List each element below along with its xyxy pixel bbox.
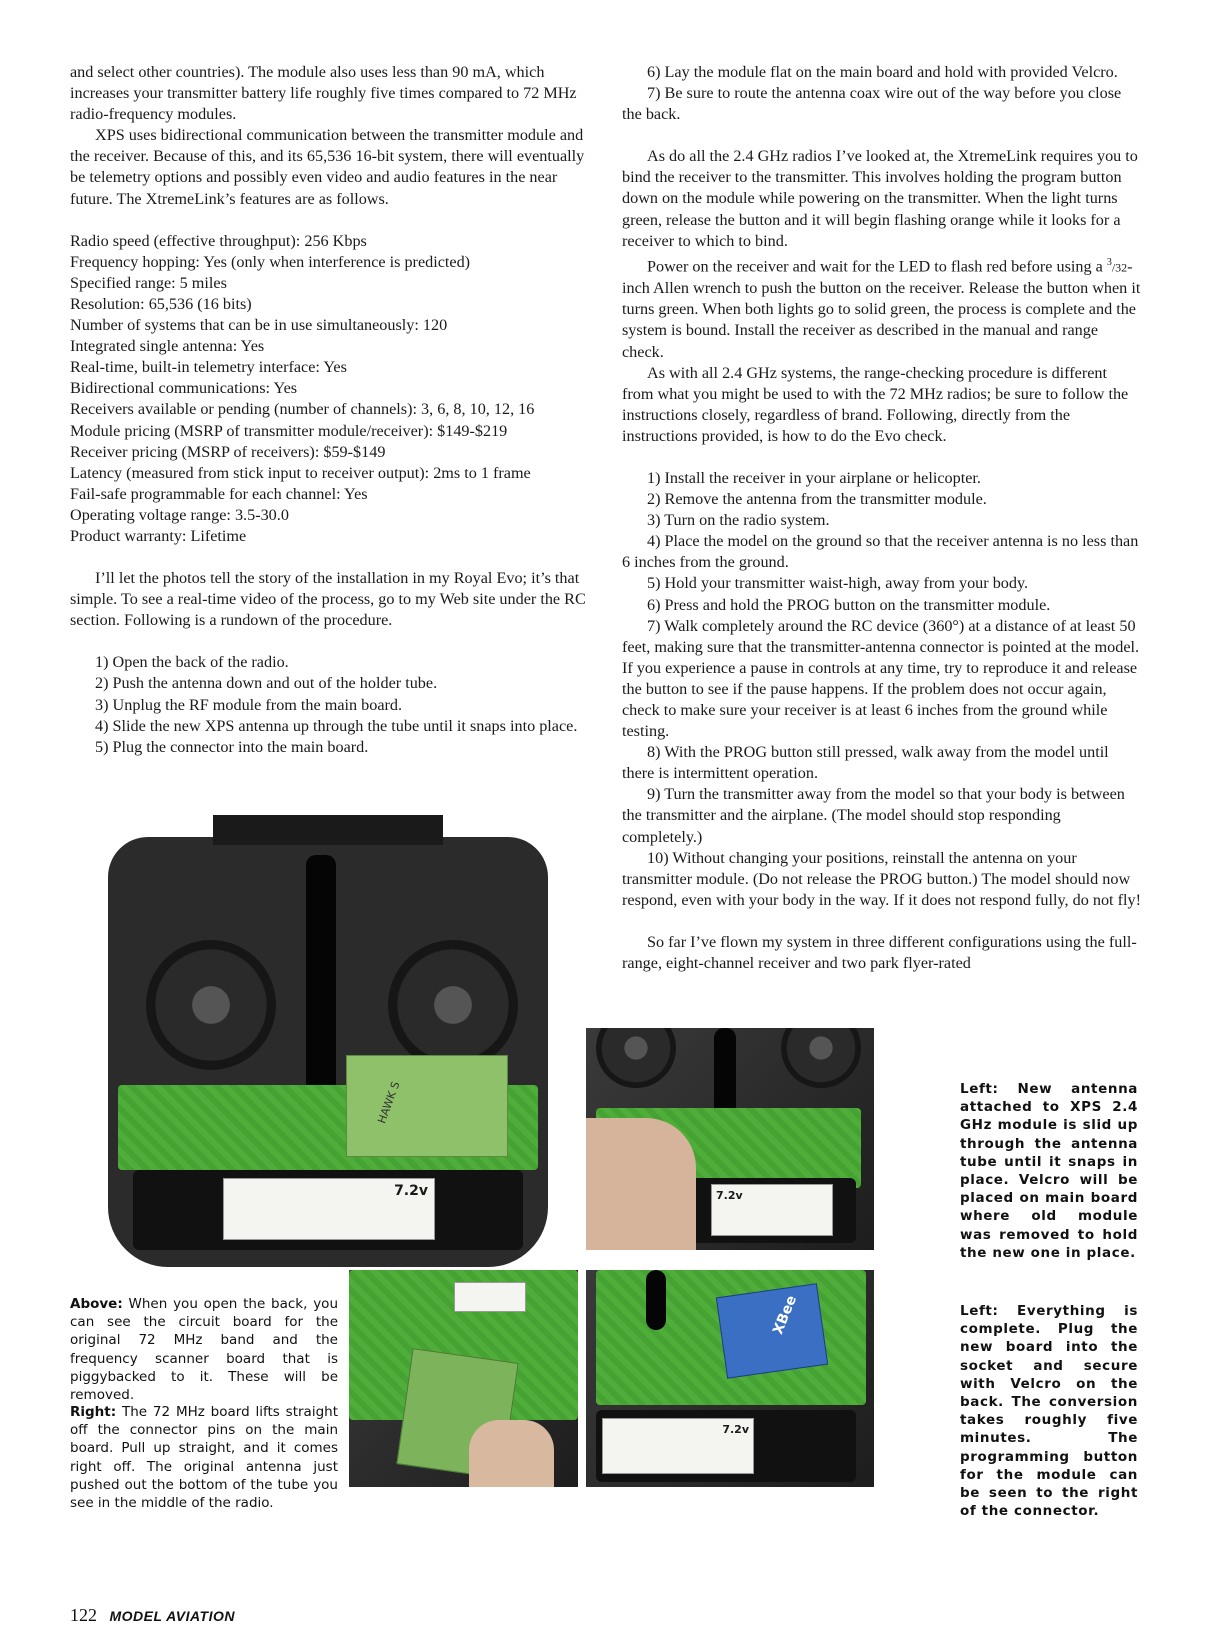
paragraph — [622, 252, 1142, 363]
range-step: 8) With the PROG button still pressed, walk away from the model until there is intermittent operation. — [622, 743, 1109, 783]
stick-gimbal — [596, 1028, 676, 1088]
paragraph: I’ll let the photos tell the story of the installation in my Royal Evo; it’s that simple. To see a real-time video of the process, go to my Web site under the RC section. Following is a rundown of the procedure. — [70, 569, 586, 630]
fraction-numerator: 3 — [1106, 256, 1112, 268]
scanner-board — [346, 1055, 508, 1157]
caption-complete — [960, 1302, 1138, 1520]
range-check-list — [622, 468, 1142, 911]
right-text-column — [622, 62, 1142, 974]
photo-open-transmitter — [78, 815, 580, 1275]
procedure-step: 6) Lay the module flat on the main board and hold with provided Velcro. — [647, 63, 1118, 81]
range-step: 3) Turn on the radio system. — [647, 511, 830, 530]
feature-item: Latency (measured from stick input to receiver output): 2ms to 1 frame — [70, 463, 531, 482]
feature-item: Real-time, built-in telemetry interface: Yes — [70, 358, 347, 377]
scanner-label: HAWK S — [375, 1079, 403, 1126]
feature-item: Receivers available or pending (number of channels): 3, 6, 8, 10, 12, 16 — [70, 400, 535, 419]
xps-xbee-module — [716, 1283, 828, 1378]
range-step: 2) Remove the antenna from the transmitter module. — [647, 490, 987, 509]
procedure-step: 1) Open the back of the radio. — [95, 653, 289, 672]
range-step: 6) Press and hold the PROG button on the transmitter module. — [647, 595, 1051, 614]
battery-voltage: 7.2v — [722, 1423, 749, 1436]
procedure-step: 5) Plug the connector into the main board. — [95, 737, 369, 756]
case-top-ledge — [213, 815, 443, 845]
battery-label — [711, 1184, 833, 1236]
paragraph: As do all the 2.4 GHz radios I’ve looked at, the XtremeLink requires you to bind the receiver to the transmitter. This involves holding the program button down on the module while powering on the transmitter. When the light turns green, release the button and it will begin flashing orange while it looks for a receiver to which to bind. — [622, 147, 1138, 250]
battery-pack — [133, 1170, 523, 1250]
range-step: 1) Install the receiver in your airplane or helicopter. — [647, 468, 981, 487]
left-text-column — [70, 62, 598, 758]
left-stick-gimbal — [146, 940, 276, 1070]
caption-text: Left: Everything is complete. Plug the new board into the socket and secure with Velcro on the back. The conversion takes roughly five minutes. The programming button for the module can be seen to the right of the connector. — [960, 1303, 1138, 1520]
photo-completed-install — [586, 1270, 874, 1487]
feature-item: Resolution: 65,536 (16 bits) — [70, 294, 252, 313]
caption-text: Left: New antenna attached to XPS 2.4 GHz module is slid up through the antenna tube until it snaps in place. Velcro will be placed on main board where old module was removed to hold the new one in place. — [960, 1081, 1138, 1261]
page-number: 122 — [70, 1605, 97, 1625]
battery-label — [602, 1418, 754, 1474]
feature-item: Product warranty: Lifetime — [70, 526, 247, 545]
hand — [586, 1118, 696, 1250]
photo-board-lift — [349, 1270, 578, 1487]
caption-body: When you open the back, you can see the circuit board for the original 72 MHz band and the frequency scanner board that is piggybacked to it. These will be removed. — [70, 1296, 338, 1404]
caption-antenna — [960, 1080, 1138, 1262]
procedure-step: 7) Be sure to route the antenna coax wire out of the way before you close the back. — [622, 84, 1122, 124]
caption-text — [70, 1295, 338, 1404]
feature-item: Module pricing (MSRP of transmitter module/receiver): $149-$219 — [70, 421, 508, 440]
feature-item: Bidirectional communications: Yes — [70, 379, 298, 398]
caption-lead: Above: — [70, 1296, 123, 1312]
magazine-title: MODEL AVIATION — [109, 1608, 235, 1624]
caption-body: The 72 MHz board lifts straight off the connector pins on the main board. Pull up straight, and it comes right off. The original antenna just pushed out the bottom of the tube you see in the middle of the radio. — [70, 1404, 338, 1512]
feature-item: Receiver pricing (MSRP of receivers): $59-$149 — [70, 442, 386, 461]
battery-voltage: 7.2v — [716, 1189, 743, 1202]
page-folio — [70, 1605, 235, 1626]
procedure-step: 2) Push the antenna down and out of the holder tube. — [95, 674, 438, 693]
range-step: 7) Walk completely around the RC device (360°) at a distance of at least 50 feet, making sure that the transmitter-antenna connector is pointed at the model. If you experience a pause in controls at any time, try to reproduce it and release the button to see if the pause happens. If the problem does not occur again, check to make sure your receiver is at least 6 inches from the ground while testing. — [622, 616, 1140, 741]
paragraph: So far I’ve flown my system in three different configurations using the full-range, eight-channel receiver and two park flyer-rated — [622, 932, 1137, 973]
right-stick-gimbal — [388, 940, 518, 1070]
fraction-denominator: /32 — [1111, 260, 1128, 275]
feature-item: Frequency hopping: Yes (only when interference is predicted) — [70, 252, 471, 271]
paragraph: As with all 2.4 GHz systems, the range-checking procedure is different from what you might be used to with the 72 MHz radios; be sure to follow the instructions closely, regardless of brand. Following, directly from the instructions provided, is how to do the Evo check. — [622, 363, 1129, 445]
hand — [469, 1420, 554, 1487]
feature-item: Radio speed (effective throughput): 256 Kbps — [70, 231, 367, 250]
paragraph: and select other countries). The module also uses less than 90 mA, which increases your transmitter battery life roughly five times compared to 72 MHz radio-frequency modules. — [70, 63, 577, 124]
caption-lead: Right: — [70, 1404, 117, 1420]
feature-item: Specified range: 5 miles — [70, 273, 227, 292]
caption-above — [70, 1295, 338, 1404]
board-sticker — [454, 1282, 526, 1312]
feature-item: Fail-safe programmable for each channel: Yes — [70, 484, 368, 503]
battery-label — [223, 1178, 435, 1240]
battery-pack — [596, 1410, 856, 1482]
feature-item: Operating voltage range: 3.5-30.0 — [70, 505, 289, 524]
xbee-label: XBee — [770, 1293, 801, 1337]
photo-antenna-install — [586, 1028, 874, 1250]
feature-item: Integrated single antenna: Yes — [70, 337, 265, 356]
antenna-tube — [646, 1270, 666, 1330]
range-step: 9) Turn the transmitter away from the model so that your body is between the transmitter and the airplane. (The model should stop responding completely.) — [622, 785, 1125, 846]
paragraph: XPS uses bidirectional communication between the transmitter module and the receiver. Because of this, and its 65,536 16-bit system, there will eventually be telemetry options and possibly even video and audio features in the near future. The XtremeLink’s features are as follows. — [70, 126, 585, 208]
antenna-tube — [306, 855, 336, 1095]
procedure-step: 3) Unplug the RF module from the main board. — [95, 695, 403, 714]
range-step: 10) Without changing your positions, reinstall the antenna on your transmitter module. (Do not release the PROG button.) The model should now respond, even with your body in the way. If it does not respond fully, do not fly! — [622, 848, 1141, 909]
caption-text — [70, 1403, 338, 1512]
range-step: 4) Place the model on the ground so that the receiver antenna is no less than 6 inches from the ground. — [622, 532, 1139, 572]
range-step: 5) Hold your transmitter waist-high, away from your body. — [647, 574, 1029, 593]
procedure-list — [70, 652, 598, 757]
feature-item: Number of systems that can be in use simultaneously: 120 — [70, 316, 448, 335]
text-run: Power on the receiver and wait for the LED to flash red before using a — [647, 257, 1107, 276]
stick-gimbal — [781, 1028, 861, 1088]
feature-list — [70, 231, 598, 547]
caption-right — [70, 1403, 338, 1512]
battery-voltage: 7.2v — [394, 1183, 428, 1199]
procedure-step: 4) Slide the new XPS antenna up through the tube until it snaps into place. — [95, 716, 578, 735]
text-run: -inch Allen wrench to push the button on the receiver. Release the button when it turns green. When both lights go to solid green, the process is complete and the system is bound. Install the receiver as described in the manual and range check. — [622, 257, 1141, 361]
